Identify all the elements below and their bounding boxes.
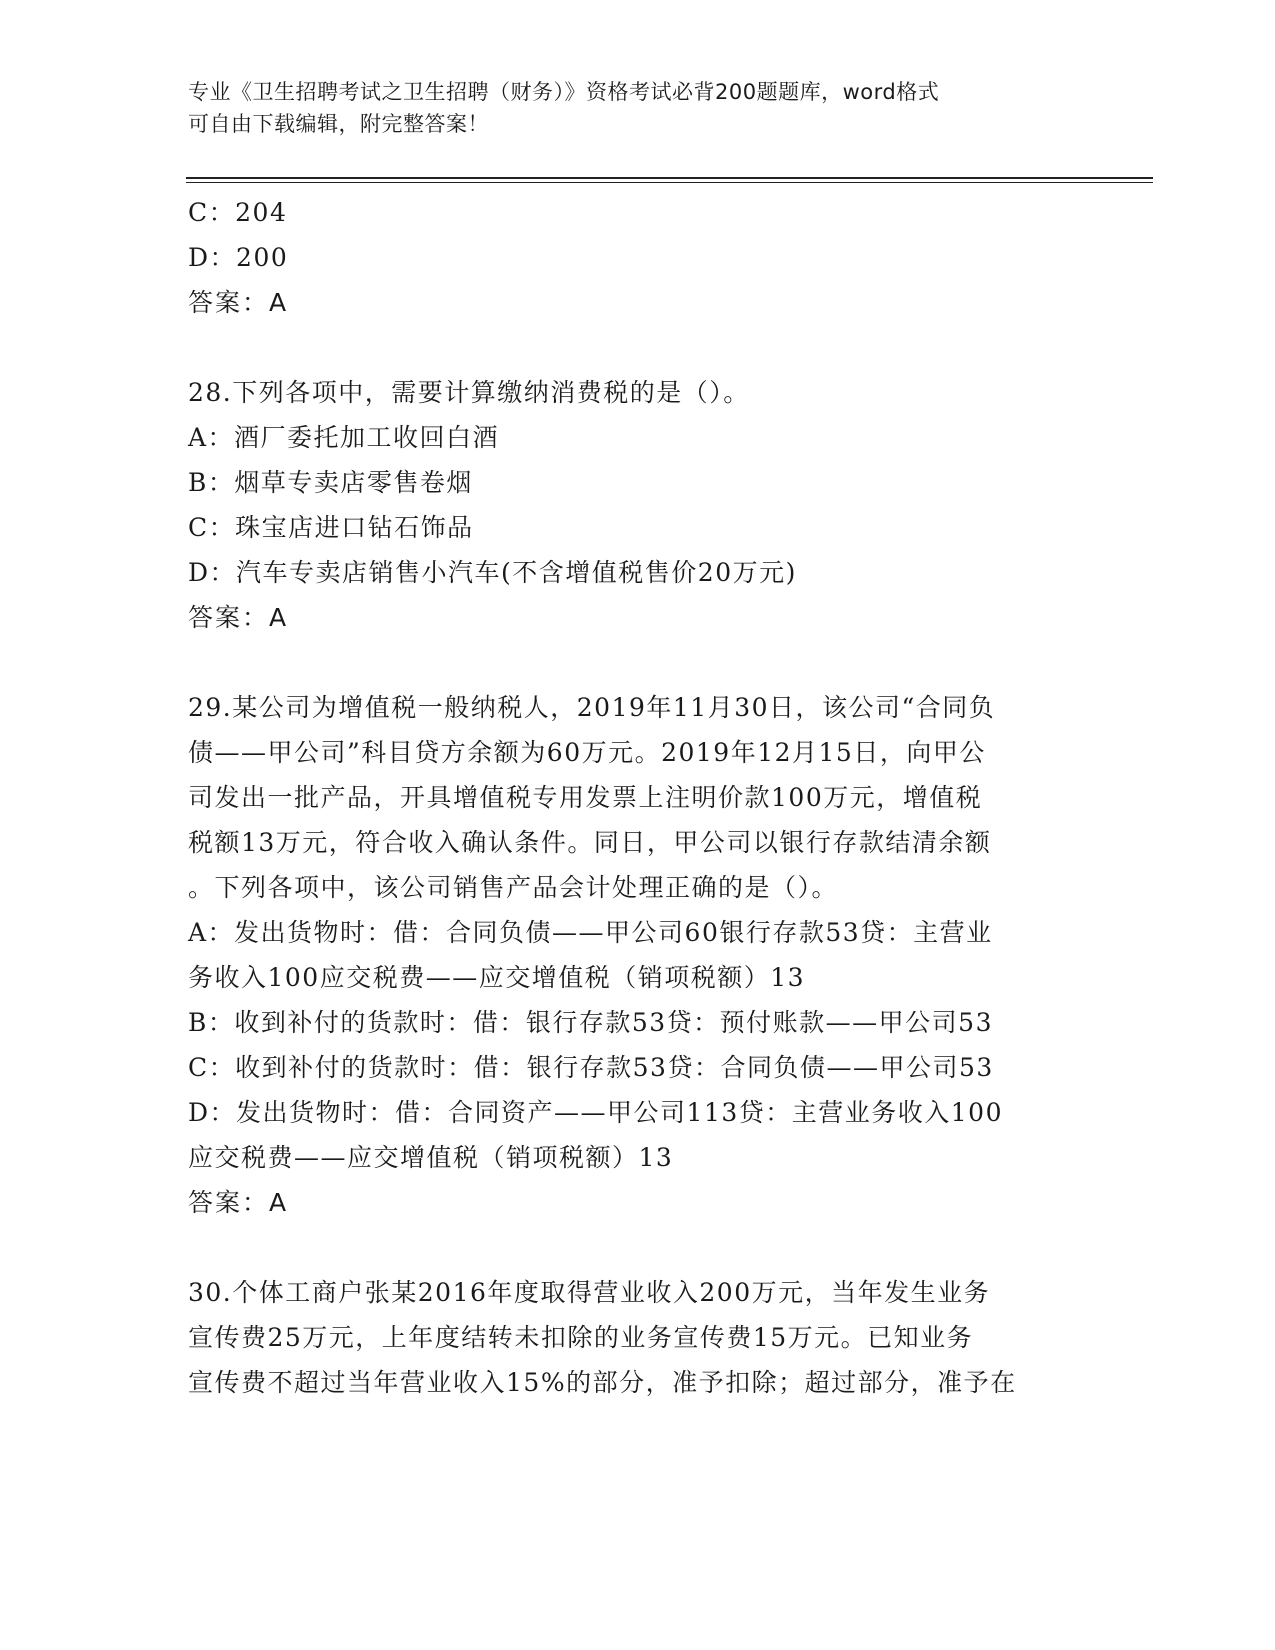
question-stem: 税额13万元，符合收入确认条件。同日，甲公司以银行存款结清余额: [188, 828, 992, 857]
question-stem: 29.某公司为增值税一般纳税人，2019年11月30日，该公司“合同负: [188, 693, 996, 722]
option-d: D：200: [188, 243, 289, 272]
option-c: C：珠宝店进口钻石饰品: [188, 513, 474, 542]
question-stem: 。下列各项中，该公司销售产品会计处理正确的是（）。: [188, 873, 839, 902]
option-a: A：发出货物时：借：合同负债——甲公司60银行存款53贷：主营业: [188, 918, 993, 947]
answer-line: 答案：A: [188, 603, 289, 632]
question-stem: 28.下列各项中，需要计算缴纳消费税的是（）。: [188, 378, 750, 407]
answer-line: 答案：A: [188, 288, 289, 317]
question-30: [188, 1270, 1088, 1405]
header-title-line-2: 可自由下载编辑，附完整答案！: [188, 112, 489, 136]
option-b: B：收到补付的货款时：借：银行存款53贷：预付账款——甲公司53: [188, 1008, 993, 1037]
question-content: [188, 190, 1088, 1405]
option-d: D：发出货物时：借：合同资产——甲公司113贷：主营业务收入100: [188, 1098, 1003, 1127]
question-28: [188, 370, 1088, 640]
spacer: [188, 640, 1088, 685]
spacer: [188, 1225, 1088, 1270]
header-divider-thick: [186, 177, 1153, 179]
question-stem: 30.个体工商户张某2016年度取得营业收入200万元，当年发生业务: [188, 1278, 991, 1307]
option-c: C：收到补付的货款时：借：银行存款53贷：合同负债——甲公司53: [188, 1053, 994, 1082]
question-stem: 宣传费25万元，上年度结转未扣除的业务宣传费15万元。已知业务: [188, 1323, 974, 1352]
spacer: [188, 325, 1088, 370]
question-29: [188, 685, 1088, 1225]
option-a: A：酒厂委托加工收回白酒: [188, 423, 500, 452]
question-27-tail: [188, 190, 1088, 325]
option-d: D：汽车专卖店销售小汽车(不含增值税售价20万元): [188, 558, 797, 587]
option-b: B：烟草专卖店零售卷烟: [188, 468, 473, 497]
question-stem: 司发出一批产品，开具增值税专用发票上注明价款100万元，增值税: [188, 783, 983, 812]
option-a-continued: 务收入100应交税费——应交增值税（销项税额）13: [188, 963, 806, 992]
header-divider-thin: [186, 182, 1153, 183]
answer-line: 答案：A: [188, 1188, 289, 1217]
document-header: [188, 76, 1068, 140]
header-title-line-1: 专业《卫生招聘考试之卫生招聘（财务）》资格考试必背200题题库，word格式: [188, 80, 940, 104]
question-stem: 债——甲公司”科目贷方余额为60万元。2019年12月15日，向甲公: [188, 738, 986, 767]
option-c: C：204: [188, 198, 288, 227]
option-d-continued: 应交税费——应交增值税（销项税额）13: [188, 1143, 674, 1172]
question-stem: 宣传费不超过当年营业收入15%的部分，准予扣除；超过部分，准予在: [188, 1368, 1017, 1397]
